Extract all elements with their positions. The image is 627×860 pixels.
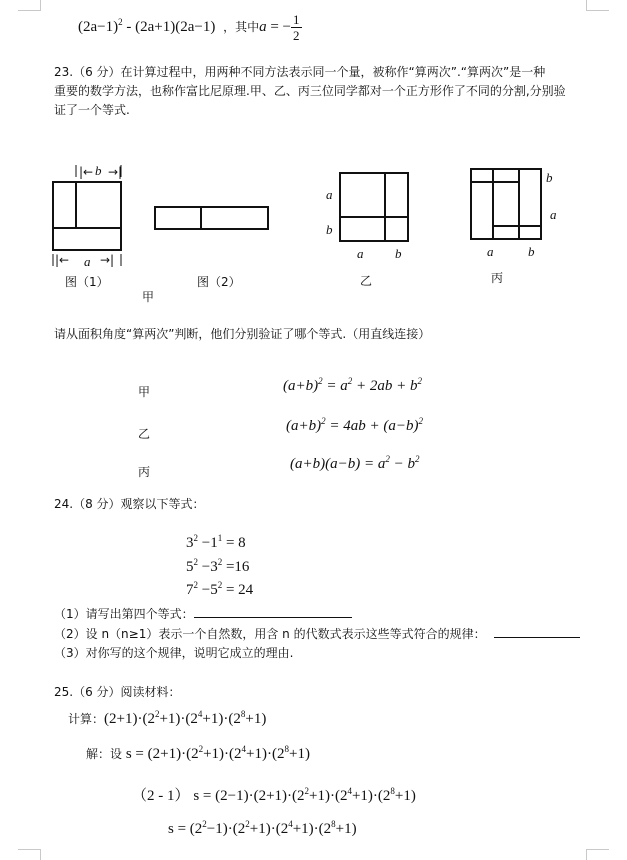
q24-eq2-b1: 5 xyxy=(186,559,194,575)
mr1-lhs: (a+b) xyxy=(283,378,319,394)
q24-eq3-rhs: = 24 xyxy=(222,582,254,598)
dim-arrow-right-b: →| xyxy=(108,165,123,179)
q22-left: (2a−1) xyxy=(78,18,119,35)
caption-fig2: 图（2） xyxy=(197,275,241,289)
mr3-rest: − b xyxy=(389,456,415,472)
q24-eq1-e1: 2 xyxy=(193,533,198,543)
fig2-rect xyxy=(155,207,268,229)
q22-exp: 2 xyxy=(118,16,123,27)
corner-mark-bottom-right xyxy=(586,849,609,860)
figure-2 xyxy=(155,207,268,289)
q24-eq3-e1: 2 xyxy=(193,580,198,590)
q22-mid: - (2a+1)(2a−1) xyxy=(122,18,216,35)
q24-eq2-e2: 2 xyxy=(217,557,223,567)
q25-sol-label: 解：设 xyxy=(86,747,126,761)
q23-prompt: 请从面积角度“算两次”判断，他们分别验证了哪个等式.（用直线连接） xyxy=(54,327,431,341)
yi-label-bottom-a: a xyxy=(357,246,364,261)
q24-part2-answer-blank[interactable] xyxy=(494,625,580,638)
yi-label-bottom-b: b xyxy=(395,246,402,261)
label-a-bottom: a xyxy=(84,254,91,269)
match-left-yi: 乙 xyxy=(138,427,151,441)
bing-square xyxy=(471,169,541,239)
q23-line2: 重要的数学方法，也称作富比尼原理.甲、乙、丙三位同学都对一个正方形作了不同的分割,分别验 xyxy=(54,84,566,98)
q24-eq1-b1: 3 xyxy=(186,535,194,551)
caption-jia: 甲 xyxy=(142,290,155,304)
q25-header: 25.（6 分）阅读材料： xyxy=(54,685,181,699)
yi-label-b: b xyxy=(326,222,333,237)
corner-mark-top-left xyxy=(18,0,41,11)
bing-label-a: a xyxy=(550,207,557,222)
mr1-exp3: 2 xyxy=(417,376,422,386)
match-left-jia: 甲 xyxy=(138,385,151,399)
match-right-1 xyxy=(283,378,422,395)
q24-eq1-e2: 1 xyxy=(217,533,223,543)
q25-line4 xyxy=(168,821,357,838)
mr1-rest: = a xyxy=(322,378,348,394)
mr2-rest: = 4ab + (a−b) xyxy=(325,418,419,434)
q25-line3-expr: $s = (2-1)\cdot(2+1)\cdot(2^2+1)\cdot(2^4+1)\cdot(2^8+1)$ xyxy=(193,786,416,804)
q24-eq-1 xyxy=(186,535,246,552)
q22-expression xyxy=(78,12,302,43)
q24-eq2-rhs: =16 xyxy=(222,559,250,575)
dim-arrow-left-b: |← xyxy=(79,165,94,179)
figure-1 xyxy=(53,163,122,289)
q22-cond-var: a xyxy=(259,18,267,35)
mr2-exp1: 2 xyxy=(321,416,326,426)
mr2-exp2: 2 xyxy=(418,416,423,426)
match-left-bing: 丙 xyxy=(138,465,151,479)
q24-eq1-mid: −1 xyxy=(198,535,218,551)
q24-eq2-mid: −3 xyxy=(198,559,218,575)
q24-part3: （3）对你写的这个规律，说明它成立的理由. xyxy=(54,646,294,660)
q24-part1 xyxy=(54,605,352,622)
mr1-exp1: 2 xyxy=(318,376,323,386)
q22-condition-text: ，其中 xyxy=(223,19,260,34)
q24-header: 24.（8 分）观察以下等式： xyxy=(54,497,205,511)
mr3-exp1: 2 xyxy=(385,454,390,464)
q24-part2-text: （2）设 n（n≥1）表示一个自然数，用含 n 的代数式表示这些等式符合的规律： xyxy=(54,627,486,641)
q24-eq-2 xyxy=(186,559,249,576)
dim-arrow-right-a: →| xyxy=(100,253,115,267)
q22-cond-eq: = − xyxy=(266,18,292,35)
corner-mark-bottom-left xyxy=(18,849,41,860)
q24-eq2-e1: 2 xyxy=(193,557,198,567)
mr1-exp2: 2 xyxy=(347,376,353,386)
q25-line4-expr: $s = (2^2-1)\cdot(2^2+1)\cdot(2^4+1)\cdot(2^8+1)$ xyxy=(168,819,357,837)
q22-frac-den: 2 xyxy=(293,28,300,43)
mr3-lhs: (a+b)(a−b) = a xyxy=(290,456,386,472)
q24-part1-text: （1）请写出第四个等式： xyxy=(54,607,194,621)
bing-label-bottom-b: b xyxy=(528,244,535,259)
caption-fig1: 图（1） xyxy=(65,275,109,289)
mr3-exp2: 2 xyxy=(414,454,420,464)
q25-calc-label: 计算： xyxy=(68,712,105,726)
dim-arrow-left-a: |← xyxy=(55,253,70,267)
caption-yi: 乙 xyxy=(360,274,373,288)
q24-eq3-e2: 2 xyxy=(217,580,223,590)
q23-line3: 证了一个等式. xyxy=(54,103,130,117)
q25-line3-label: （2 - 1） xyxy=(132,788,190,804)
q22-fraction xyxy=(291,12,302,43)
yi-label-a: a xyxy=(326,187,333,202)
match-right-3 xyxy=(290,456,419,473)
figure-yi xyxy=(326,173,408,288)
q25-calc-line xyxy=(68,710,266,728)
bing-label-b: b xyxy=(546,170,553,185)
q24-part1-answer-blank[interactable] xyxy=(194,605,352,618)
q25-line3 xyxy=(132,784,416,805)
fig1-square xyxy=(53,182,121,250)
q23-line1: 23.（6 分）在计算过程中，用两种不同方法表示同一个量，被称作“算两次”.“算两次”是一种 xyxy=(54,65,546,79)
mr1-tail: + 2ab + b xyxy=(352,378,418,394)
q24-part2 xyxy=(54,625,580,642)
q24-eq1-rhs: = 8 xyxy=(222,535,246,551)
q24-eq-3 xyxy=(186,582,253,599)
match-right-2 xyxy=(286,418,423,435)
caption-bing: 丙 xyxy=(491,271,504,285)
yi-square xyxy=(340,173,408,241)
figure-bing xyxy=(471,169,557,285)
q25-solution-line xyxy=(86,745,310,763)
q24-eq3-mid: −5 xyxy=(198,582,218,598)
mr2-lhs: (a+b) xyxy=(286,418,322,434)
q22-frac-num: 1 xyxy=(293,12,300,27)
q23-figures xyxy=(0,160,627,310)
q25-calc-expr: $(2+1)\cdot(2^2+1)\cdot(2^4+1)\cdot(2^8+1)$ xyxy=(104,709,267,727)
q25-sol-expr: $s = (2+1)\cdot(2^2+1)\cdot(2^4+1)\cdot(2^8+1)$ xyxy=(125,744,310,762)
label-b-top: b xyxy=(95,163,102,178)
bing-label-bottom-a: a xyxy=(487,244,494,259)
q24-eq3-b1: 7 xyxy=(186,582,194,598)
corner-mark-top-right xyxy=(586,0,609,11)
